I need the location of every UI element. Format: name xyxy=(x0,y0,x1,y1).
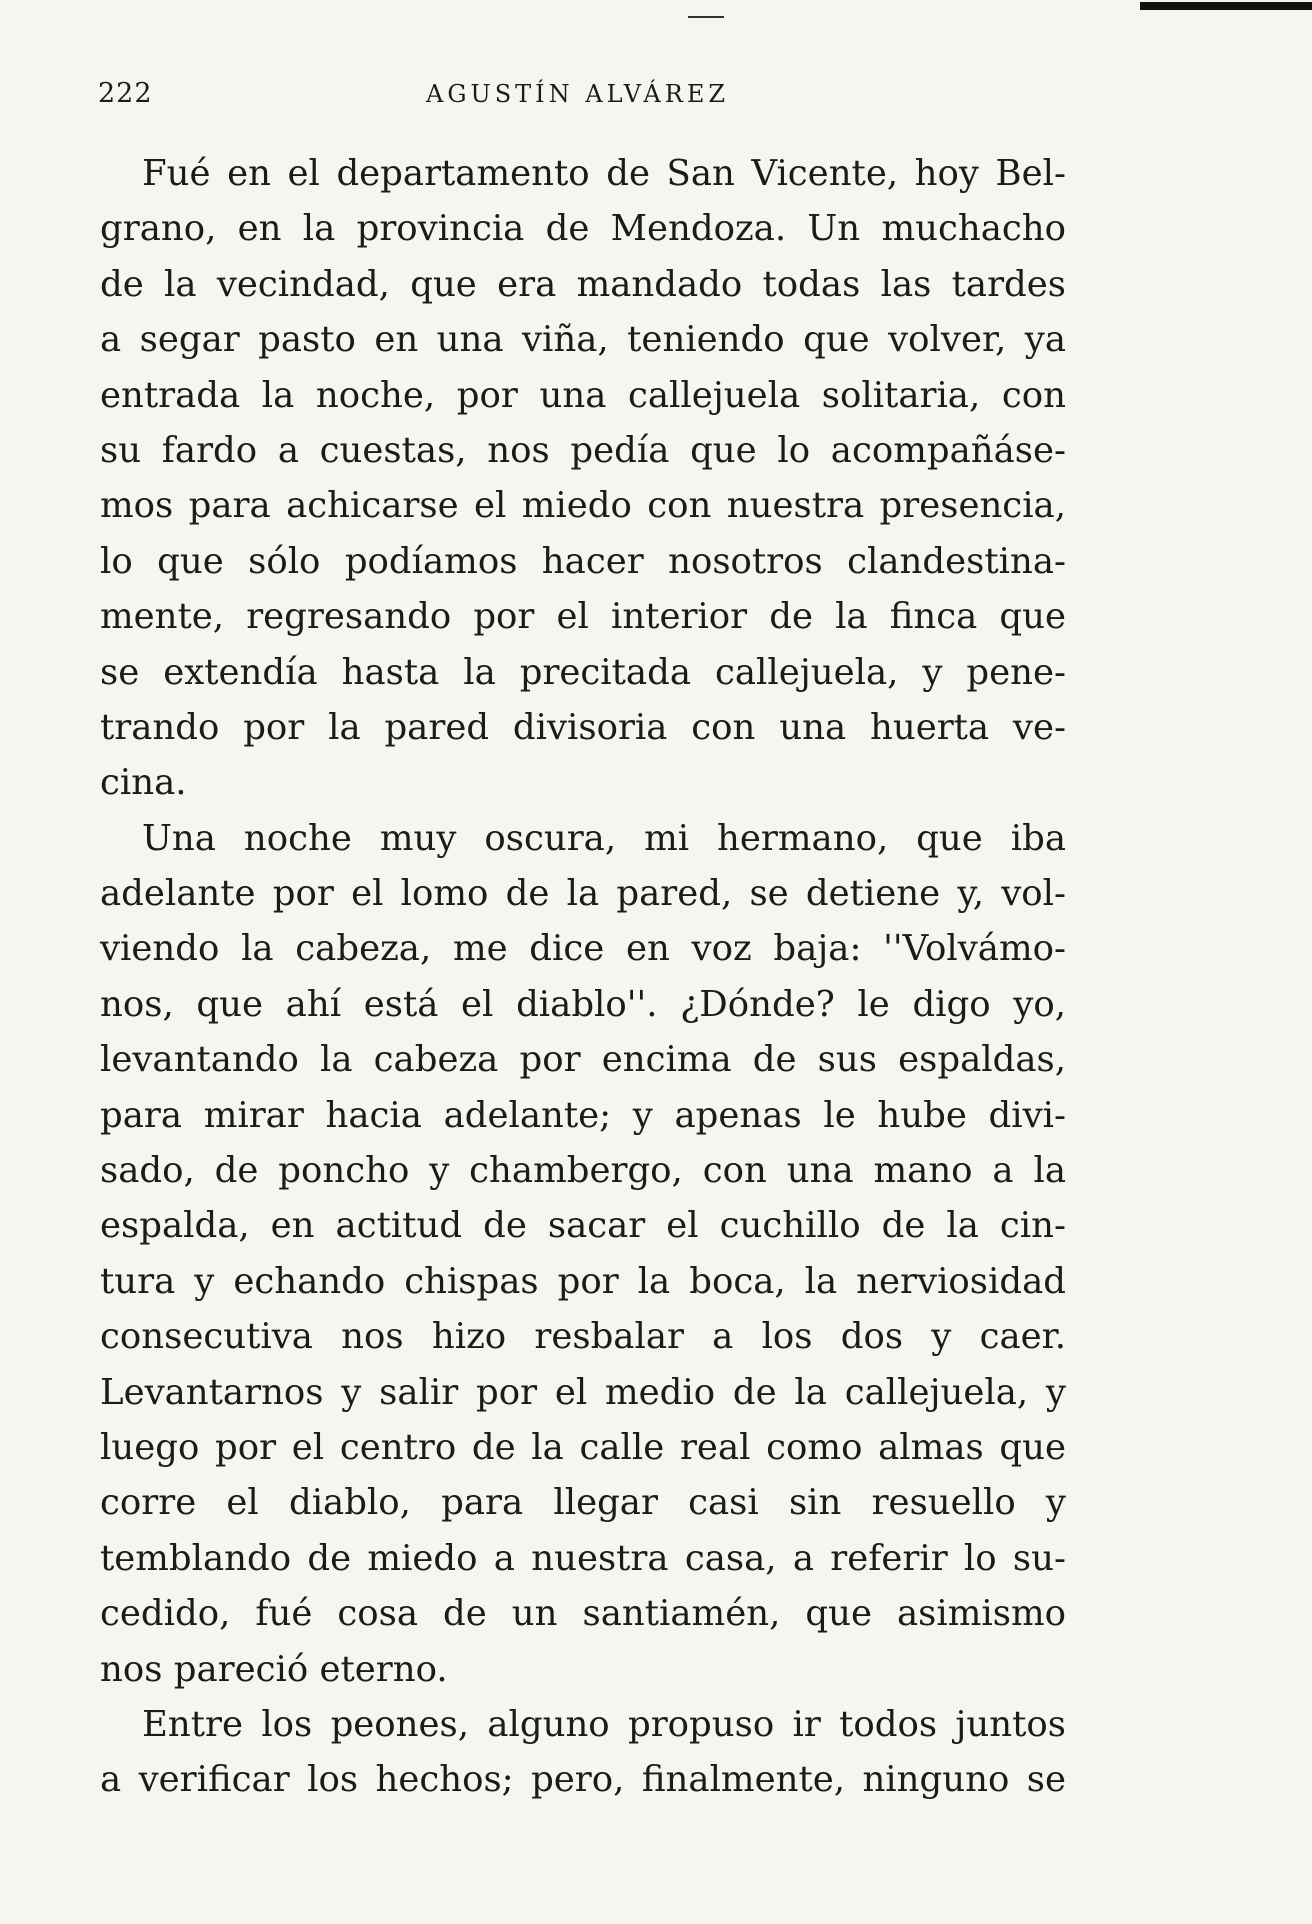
text-line: lo que sólo podíamos hacer nosotros clandestina- xyxy=(100,540,1066,582)
text-line: Entre los peones, alguno propuso ir todos juntos xyxy=(142,1703,1066,1745)
text-line: espalda, en actitud de sacar el cuchillo de la cin- xyxy=(100,1205,1066,1247)
running-head xyxy=(98,78,1098,108)
text-line: Fué en el departamento de San Vicente, hoy Bel- xyxy=(142,153,1066,194)
paragraph-3 xyxy=(100,1697,1066,1808)
text-line: viendo la cabeza, me dice en voz baja: ''Volvámo- xyxy=(100,928,1066,970)
running-title: AGUSTÍN ALVÁREZ xyxy=(426,80,730,108)
text-line: mente, regresando por el interior de la finca que xyxy=(100,596,1066,638)
text-line: levantando la cabeza por encima de sus espaldas, xyxy=(100,1039,1066,1081)
header-dash xyxy=(688,16,724,18)
text-line: su fardo a cuestas, nos pedía que lo acompañáse- xyxy=(100,429,1066,471)
text-line: trando por la pared divisoria con una huerta ve- xyxy=(100,706,1066,748)
paragraph-2 xyxy=(100,811,1066,1697)
text-line: nos, que ahí está el diablo''. ¿Dónde? le digo yo, xyxy=(100,983,1066,1025)
text-line: cedido, fué cosa de un santiamén, que asimismo xyxy=(100,1593,1066,1635)
text-line: entrada la noche, por una callejuela solitaria, con xyxy=(100,374,1066,416)
text-line: corre el diablo, para llegar casi sin resuello y xyxy=(100,1482,1066,1524)
text-line: a segar pasto en una viña, teniendo que volver, ya xyxy=(100,319,1066,361)
text-line: nos pareció eterno. xyxy=(100,1648,448,1690)
text-line: cina. xyxy=(100,762,187,804)
text-line: para mirar hacia adelante; y apenas le hube divi- xyxy=(100,1094,1066,1136)
text-line: adelante por el lomo de la pared, se detiene y, vol- xyxy=(100,873,1066,915)
paragraph-1 xyxy=(100,146,1066,811)
text-line: temblando de miedo a nuestra casa, a referir lo su- xyxy=(100,1537,1066,1579)
text-line: Levantarnos y salir por el medio de la callejuela, y xyxy=(100,1371,1066,1413)
page-number: 222 xyxy=(98,78,153,109)
text-line: se extendía hasta la precitada callejuela, y pene- xyxy=(100,651,1066,693)
text-line: tura y echando chispas por la boca, la nerviosidad xyxy=(100,1260,1066,1302)
text-line: de la vecindad, que era mandado todas las tardes xyxy=(100,263,1066,305)
text-line: a verificar los hechos; pero, finalmente, ninguno se xyxy=(100,1759,1066,1801)
text-line: luego por el centro de la calle real como almas que xyxy=(100,1426,1066,1468)
text-line: consecutiva nos hizo resbalar a los dos y caer. xyxy=(100,1316,1066,1358)
text-line: sado, de poncho y chambergo, con una mano a la xyxy=(100,1150,1066,1192)
text-line: mos para achicarse el miedo con nuestra presencia, xyxy=(100,485,1066,527)
scan-edge-mark xyxy=(1140,2,1312,10)
text-line: Una noche muy oscura, mi hermano, que iba xyxy=(142,817,1066,859)
body-text xyxy=(100,146,1066,1808)
text-line: grano, en la provincia de Mendoza. Un muchacho xyxy=(100,208,1066,250)
